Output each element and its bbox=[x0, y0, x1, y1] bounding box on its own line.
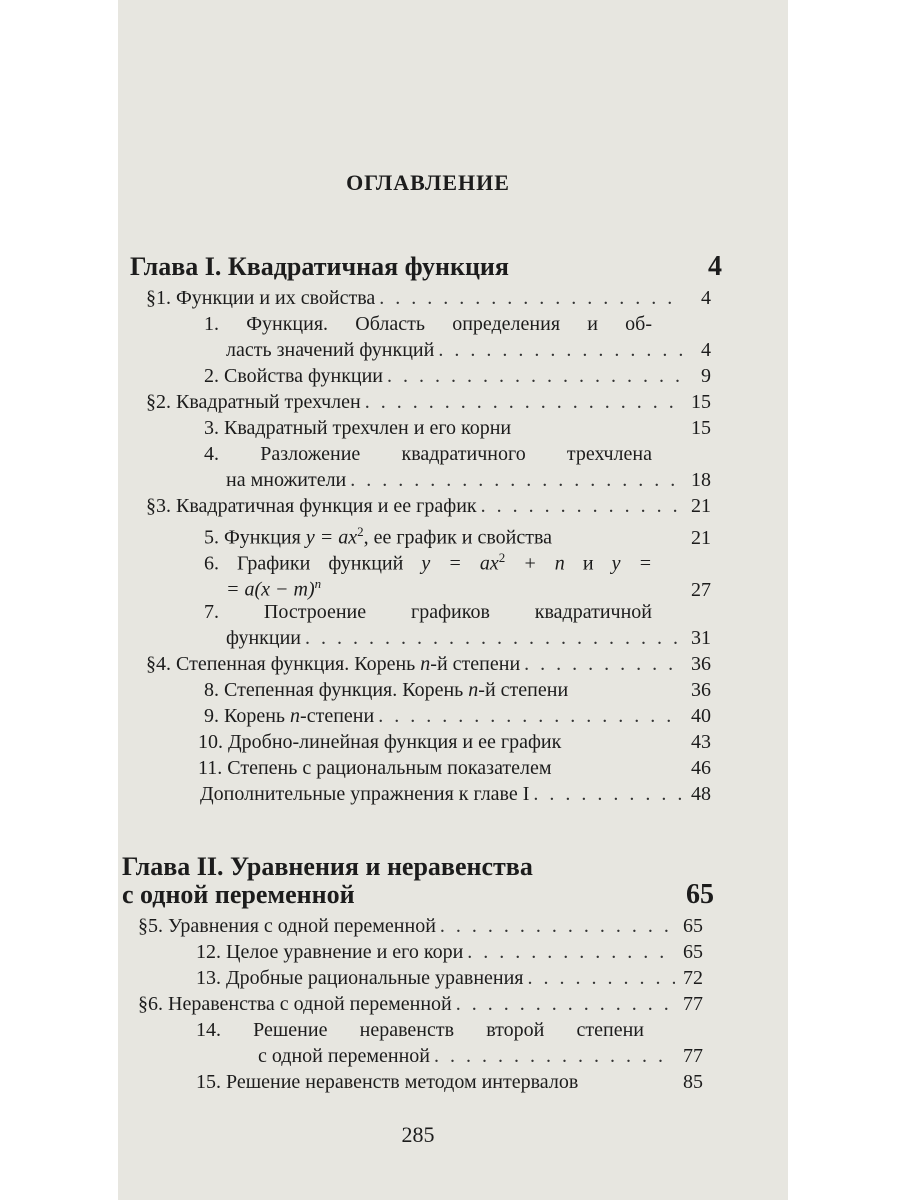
item-3-title: 3. Квадратный трехчлен и его корни bbox=[204, 417, 512, 439]
leader-dots bbox=[524, 652, 683, 676]
item-4-page: 18 bbox=[691, 469, 711, 491]
item-9-var: n bbox=[290, 705, 301, 727]
item-15-title: 15. Решение неравенств методом интервалов bbox=[196, 1071, 579, 1093]
item-14-page: 77 bbox=[683, 1045, 703, 1067]
item-9-post: -степени bbox=[300, 705, 375, 727]
item-15-page: 85 bbox=[683, 1071, 703, 1093]
item-1-page: 4 bbox=[701, 339, 711, 361]
item-8-post: -й степени bbox=[478, 679, 569, 701]
item-8-pre: 8. Степенная функция. Корень bbox=[204, 679, 469, 701]
leader-dots bbox=[350, 468, 683, 492]
leader-dots bbox=[528, 966, 676, 990]
item-10-page: 43 bbox=[691, 731, 711, 753]
item-15-entry[interactable] bbox=[196, 1070, 703, 1094]
item-6-page: 27 bbox=[691, 578, 711, 601]
leader-dots bbox=[438, 338, 683, 362]
item-6-formula-line2-exponent: n bbox=[314, 576, 322, 591]
item-5-post: , ее график и свойства bbox=[363, 526, 553, 549]
item-13-entry[interactable] bbox=[196, 966, 703, 990]
item-10-entry[interactable] bbox=[198, 730, 711, 754]
leader-dots bbox=[387, 364, 683, 388]
item-9-title bbox=[204, 704, 374, 728]
item-6-formula-line2: = a(x − m) bbox=[226, 578, 315, 601]
item-7-entry[interactable] bbox=[226, 626, 711, 650]
item-5-page: 21 bbox=[691, 526, 711, 549]
item-2-entry[interactable] bbox=[204, 364, 711, 388]
item-7-line1[interactable]: 7. Построение графиков квадратичной bbox=[204, 601, 652, 623]
item-6-formula-2: y = bbox=[611, 552, 653, 575]
item-6-formula-1: y = ax bbox=[421, 552, 499, 575]
section-4-pre: §4. Степенная функция. Корень bbox=[146, 653, 421, 675]
item-1-line2: ласть значений функций bbox=[226, 339, 435, 361]
item-6-formula-1-exponent: 2 bbox=[498, 550, 506, 565]
item-2-title: 2. Свойства функции bbox=[204, 365, 384, 387]
section-2-title: §2. Квадратный трехчлен bbox=[146, 391, 361, 413]
section-6-page: 77 bbox=[683, 993, 703, 1015]
section-4-page: 36 bbox=[691, 653, 711, 675]
leader-dots bbox=[456, 992, 675, 1016]
extra-exercises-title: Дополнительные упражнения к главе I bbox=[200, 783, 530, 805]
section-1-entry[interactable] bbox=[146, 286, 711, 310]
toc-title: ОГЛАВЛЕНИЕ bbox=[346, 170, 510, 195]
item-14-entry[interactable] bbox=[258, 1044, 703, 1068]
section-2-page: 15 bbox=[691, 391, 711, 413]
book-page bbox=[118, 0, 788, 1200]
section-5-title: §5. Уравнения с одной переменной bbox=[138, 915, 436, 937]
section-3-page: 21 bbox=[691, 495, 711, 517]
item-11-title: 11. Степень с рациональным показателем bbox=[198, 757, 552, 779]
item-8-page: 36 bbox=[691, 679, 711, 701]
chapter-1-title: Глава I. Квадратичная функция bbox=[130, 252, 509, 281]
item-3-entry[interactable] bbox=[204, 416, 711, 440]
item-13-title: 13. Дробные рациональные уравнения bbox=[196, 967, 524, 989]
item-12-entry[interactable] bbox=[196, 940, 703, 964]
section-4-post: -й степени bbox=[430, 653, 521, 675]
leader-dots bbox=[365, 390, 683, 414]
item-7-page: 31 bbox=[691, 627, 711, 649]
extra-exercises-entry[interactable] bbox=[200, 782, 711, 806]
section-6-entry[interactable] bbox=[138, 992, 703, 1016]
chapter-2-title-line2: с одной переменной bbox=[122, 880, 355, 909]
item-1-entry[interactable] bbox=[226, 338, 711, 362]
item-4-entry[interactable] bbox=[226, 468, 711, 492]
item-4-line1[interactable]: 4. Разложение квадратичного трехчлена bbox=[204, 443, 652, 465]
item-6-line2 bbox=[226, 572, 321, 602]
item-6-pre: 6. Графики функций bbox=[204, 552, 422, 575]
item-8-title bbox=[204, 678, 568, 702]
leader-dots bbox=[440, 914, 675, 938]
section-6-title: §6. Неравенства с одной переменной bbox=[138, 993, 452, 1015]
item-8-var: n bbox=[468, 679, 479, 701]
section-1-page: 4 bbox=[701, 287, 711, 309]
item-9-entry[interactable] bbox=[204, 704, 711, 728]
item-7-line2: функции bbox=[226, 627, 301, 649]
section-1-title: §1. Функции и их свойства bbox=[146, 287, 376, 309]
chapter-2-title-line1[interactable]: Глава II. Уравнения и неравенства bbox=[122, 852, 533, 881]
item-5-formula-exponent: 2 bbox=[357, 524, 364, 539]
item-5-pre: 5. Функция bbox=[204, 526, 306, 549]
item-2-page: 9 bbox=[701, 365, 711, 387]
item-12-title: 12. Целое уравнение и его кори bbox=[196, 941, 464, 963]
leader-dots bbox=[378, 704, 683, 728]
item-6-entry[interactable] bbox=[226, 572, 711, 602]
leader-dots bbox=[481, 494, 683, 518]
section-2-entry[interactable] bbox=[146, 390, 711, 414]
section-3-entry[interactable] bbox=[146, 494, 711, 518]
item-5-formula: y = ax bbox=[305, 526, 358, 549]
item-8-entry[interactable] bbox=[204, 678, 711, 702]
chapter-1-entry[interactable] bbox=[130, 252, 722, 282]
item-14-line2: с одной переменной bbox=[258, 1045, 430, 1067]
chapter-2-entry[interactable] bbox=[122, 880, 714, 910]
item-13-page: 72 bbox=[683, 967, 703, 989]
item-14-line1[interactable]: 14. Решение неравенств второй степени bbox=[196, 1019, 644, 1041]
item-9-pre: 9. Корень bbox=[204, 705, 291, 727]
page-number: 285 bbox=[401, 1122, 435, 1147]
section-4-var: n bbox=[420, 653, 431, 675]
item-11-page: 46 bbox=[691, 757, 711, 779]
section-4-title bbox=[146, 652, 520, 676]
item-1-line1[interactable]: 1. Функция. Область определения и об- bbox=[204, 313, 652, 335]
leader-dots bbox=[467, 940, 675, 964]
item-3-page: 15 bbox=[691, 417, 711, 439]
item-12-page: 65 bbox=[683, 941, 703, 963]
extra-exercises-page: 48 bbox=[691, 783, 711, 805]
item-6-and: и bbox=[582, 552, 612, 575]
item-10-title: 10. Дробно-линейная функция и ее график bbox=[198, 731, 562, 753]
chapter-1-page: 4 bbox=[708, 251, 722, 282]
section-3-title: §3. Квадратичная функция и ее график bbox=[146, 495, 477, 517]
leader-dots bbox=[305, 626, 683, 650]
section-5-entry[interactable] bbox=[138, 914, 703, 938]
item-4-line2: на множители bbox=[226, 469, 347, 491]
chapter-2-page: 65 bbox=[686, 879, 714, 910]
leader-dots bbox=[379, 286, 683, 310]
item-6-formula-1-tail: + n bbox=[505, 552, 565, 575]
leader-dots bbox=[533, 782, 683, 806]
leader-dots bbox=[434, 1044, 675, 1068]
section-4-entry[interactable] bbox=[146, 652, 711, 676]
section-5-page: 65 bbox=[683, 915, 703, 937]
item-9-page: 40 bbox=[691, 705, 711, 727]
item-11-entry[interactable] bbox=[198, 756, 711, 780]
